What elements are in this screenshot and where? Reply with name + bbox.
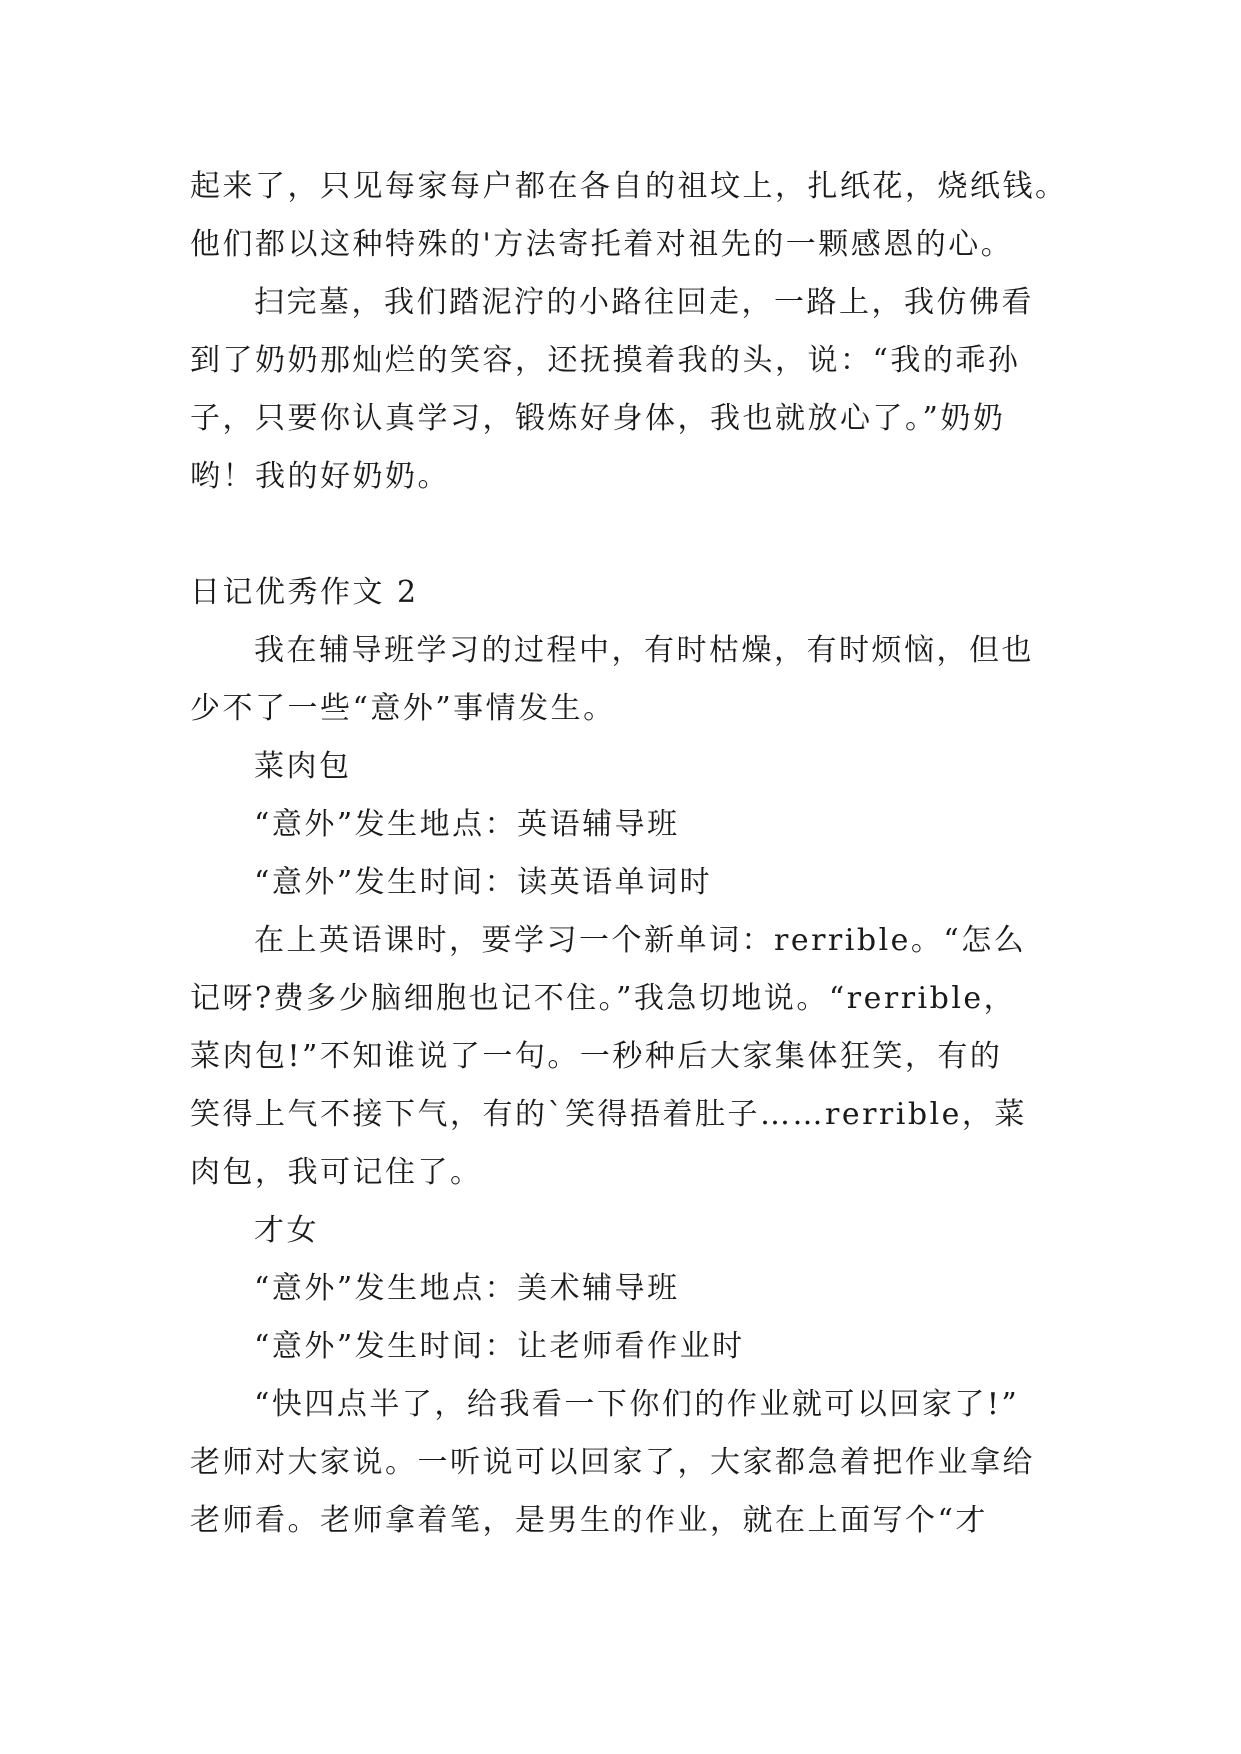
text-line: 菜肉包!”不知谁说了一句。一秒种后大家集体狂笑，有的 [190, 1039, 1003, 1074]
text-line: 到了奶奶那灿烂的笑容，还抚摸着我的头，说：“我的乖孙 [190, 343, 1021, 378]
paragraph-first-line: “快四点半了，给我看一下你们的作业就可以回家了!” [254, 1387, 1020, 1422]
text-line: “意外”发生时间：读英语单词时 [254, 865, 713, 900]
text-line: “意外”发生地点：美术辅导班 [254, 1271, 680, 1306]
text-line: 起来了，只见每家每户都在各自的祖坟上，扎纸花，烧纸钱。 [190, 169, 1068, 204]
text-line: 老师对大家说。一听说可以回家了，大家都急着把作业拿给 [190, 1445, 1035, 1480]
section-heading: 日记优秀作文 2 [190, 575, 419, 610]
paragraph-first-line: 我在辅导班学习的过程中，有时枯燥，有时烦恼，但也 [254, 633, 1034, 668]
text-line: “意外”发生地点：英语辅导班 [254, 807, 680, 842]
subheading: 菜肉包 [254, 749, 352, 784]
text-line: 哟！我的好奶奶。 [190, 459, 450, 494]
document-body [190, 158, 1068, 1550]
text-line: 少不了一些“意外”事情发生。 [190, 691, 616, 726]
text-line: 子，只要你认真学习，锻炼好身体，我也就放心了。”奶奶 [190, 401, 1006, 436]
text-line: 笑得上气不接下气，有的`笑得捂着肚子……rerrible，菜 [190, 1097, 1027, 1132]
text-line: 记呀?费多少脑细胞也记不住。”我急切地说。“rerrible， [190, 981, 1017, 1016]
paragraph-first-line: 在上英语课时，要学习一个新单词：rerrible。“怎么 [254, 923, 1027, 958]
subheading: 才女 [254, 1213, 319, 1248]
text-line: 老师看。老师拿着笔，是男生的作业，就在上面写个“才 [190, 1503, 988, 1538]
text-line: 肉包，我可记住了。 [190, 1155, 483, 1190]
text-line: 他们都以这种特殊的'方法寄托着对祖先的一颗感恩的心。 [190, 227, 1014, 262]
text-line: “意外”发生时间：让老师看作业时 [254, 1329, 745, 1364]
paragraph-first-line: 扫完墓，我们踏泥泞的小路往回走，一路上，我仿佛看 [254, 285, 1034, 320]
